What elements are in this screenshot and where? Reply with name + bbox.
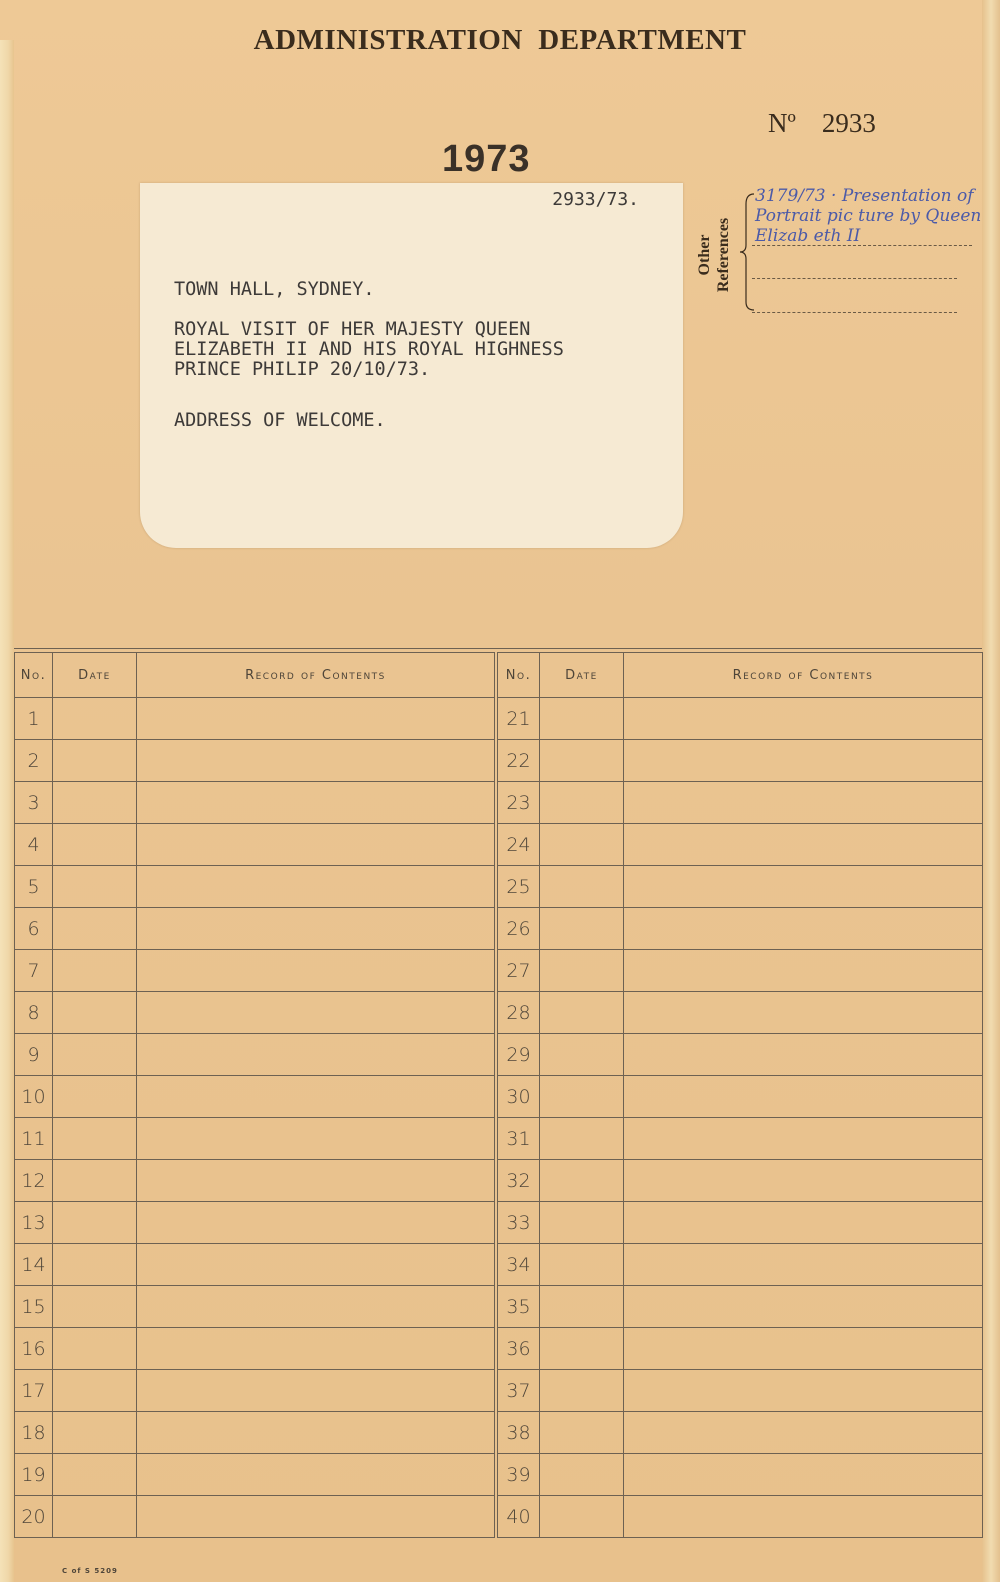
year-stamp: 1973 [442,138,531,180]
table-header-row [498,653,983,698]
record-cell[interactable] [624,1496,983,1538]
row-number: 1 [15,698,53,740]
row-number: 29 [498,1034,540,1076]
row-number: 36 [498,1328,540,1370]
table-row [498,782,983,824]
row-number: 33 [498,1202,540,1244]
date-cell[interactable] [540,992,624,1034]
record-cell[interactable] [624,1370,983,1412]
table-row [15,866,495,908]
date-cell[interactable] [540,740,624,782]
row-number: 26 [498,908,540,950]
record-cell[interactable] [137,950,495,992]
row-number: 21 [498,698,540,740]
record-cell[interactable] [137,824,495,866]
date-cell[interactable] [540,698,624,740]
date-cell[interactable] [53,1034,137,1076]
table-row [498,1244,983,1286]
table-row [15,1370,495,1412]
row-number: 28 [498,992,540,1034]
row-number: 8 [15,992,53,1034]
date-cell[interactable] [53,1496,137,1538]
table-row [498,698,983,740]
table-row [498,1202,983,1244]
handwritten-reference: 3179/73 · Presentation of Portrait pic ture by Queen Elizab eth II [755,186,982,246]
record-cell[interactable] [624,1412,983,1454]
record-cell[interactable] [624,866,983,908]
table-header-row [15,653,495,698]
table-row [498,950,983,992]
row-number: 30 [498,1076,540,1118]
row-number: 2 [15,740,53,782]
date-cell[interactable] [540,1328,624,1370]
reference-line-2 [752,278,957,279]
table-top-rule [14,648,982,649]
row-number: 18 [15,1412,53,1454]
date-cell[interactable] [53,866,137,908]
other-references-label: Other References [696,217,732,293]
date-cell[interactable] [53,740,137,782]
row-number: 7 [15,950,53,992]
record-cell[interactable] [137,782,495,824]
record-cell[interactable] [624,1118,983,1160]
date-cell[interactable] [540,866,624,908]
table-row [15,1202,495,1244]
table-row [15,698,495,740]
row-number: 13 [15,1202,53,1244]
table-row [498,1370,983,1412]
record-cell[interactable] [624,824,983,866]
record-cell[interactable] [137,908,495,950]
table-row [498,866,983,908]
table-row [15,1076,495,1118]
row-number: 35 [498,1286,540,1328]
other-references-block [695,205,745,305]
label-line-4: PRINCE PHILIP 20/10/73. [174,359,431,380]
row-number: 23 [498,782,540,824]
date-cell[interactable] [540,908,624,950]
record-cell[interactable] [624,740,983,782]
number-symbol: Nº [768,108,796,138]
table-row [15,992,495,1034]
date-cell[interactable] [53,782,137,824]
row-number: 39 [498,1454,540,1496]
header-record: Record of Contents [624,653,983,698]
date-cell[interactable] [540,1496,624,1538]
row-number: 15 [15,1286,53,1328]
record-cell[interactable] [624,992,983,1034]
date-cell[interactable] [53,1328,137,1370]
date-cell[interactable] [53,1454,137,1496]
record-cell[interactable] [624,782,983,824]
record-cell[interactable] [137,992,495,1034]
date-cell[interactable] [53,1118,137,1160]
record-cell[interactable] [137,1202,495,1244]
row-number: 17 [15,1370,53,1412]
date-cell[interactable] [53,1076,137,1118]
date-cell[interactable] [540,824,624,866]
left-edge-strip [0,40,14,1582]
label-line-1: TOWN HALL, SYDNEY. [174,279,375,300]
date-cell[interactable] [53,1244,137,1286]
date-cell[interactable] [540,1202,624,1244]
table-row [15,1328,495,1370]
row-number: 9 [15,1034,53,1076]
table-row [15,1160,495,1202]
record-cell[interactable] [624,1286,983,1328]
record-cell[interactable] [624,1244,983,1286]
date-cell[interactable] [53,1412,137,1454]
date-cell[interactable] [53,1202,137,1244]
date-cell[interactable] [540,1286,624,1328]
table-row [498,824,983,866]
row-number: 12 [15,1160,53,1202]
date-cell[interactable] [540,1118,624,1160]
file-number-block [768,108,876,139]
table-row [15,908,495,950]
date-cell[interactable] [540,950,624,992]
date-cell[interactable] [540,1454,624,1496]
table-row [498,908,983,950]
reference-line-3 [752,312,957,313]
record-cell[interactable] [137,1160,495,1202]
table-row [15,1454,495,1496]
date-cell[interactable] [53,1370,137,1412]
row-number: 22 [498,740,540,782]
records-table-right [497,652,983,1538]
record-cell[interactable] [137,866,495,908]
record-cell[interactable] [624,698,983,740]
header-date: Date [540,653,624,698]
table-row [498,1496,983,1538]
table-row [15,740,495,782]
form-code: C of S 5209 [62,1567,118,1575]
row-number: 24 [498,824,540,866]
date-cell[interactable] [540,1244,624,1286]
date-cell[interactable] [53,698,137,740]
row-number: 19 [15,1454,53,1496]
record-cell[interactable] [137,1118,495,1160]
record-cell[interactable] [137,1412,495,1454]
row-number: 20 [15,1496,53,1538]
row-number: 16 [15,1328,53,1370]
row-number: 10 [15,1076,53,1118]
row-number: 11 [15,1118,53,1160]
table-row [15,1496,495,1538]
subject-label-card [140,183,683,548]
table-row [15,782,495,824]
record-cell[interactable] [137,698,495,740]
record-cell[interactable] [624,1160,983,1202]
record-cell[interactable] [137,1328,495,1370]
records-table-left [14,652,495,1538]
table-row [498,1412,983,1454]
file-number: 2933 [821,108,876,138]
record-cell[interactable] [624,1202,983,1244]
label-reference: 2933/73. [552,189,639,210]
record-cell[interactable] [624,950,983,992]
record-cell[interactable] [137,740,495,782]
table-row [498,1118,983,1160]
table-row [498,1076,983,1118]
row-number: 4 [15,824,53,866]
table-row [498,1454,983,1496]
date-cell[interactable] [53,950,137,992]
record-cell[interactable] [624,1454,983,1496]
date-cell[interactable] [540,1160,624,1202]
date-cell[interactable] [540,782,624,824]
record-cell[interactable] [137,1286,495,1328]
record-cell[interactable] [624,1328,983,1370]
row-number: 34 [498,1244,540,1286]
table-row [15,1034,495,1076]
row-number: 38 [498,1412,540,1454]
row-number: 32 [498,1160,540,1202]
row-number: 25 [498,866,540,908]
record-cell[interactable] [137,1076,495,1118]
table-row [498,1286,983,1328]
table-row [15,1286,495,1328]
header-no: No. [15,653,53,698]
table-row [15,950,495,992]
table-row [15,824,495,866]
date-cell[interactable] [540,1412,624,1454]
date-cell[interactable] [53,992,137,1034]
record-cell[interactable] [137,1034,495,1076]
row-number: 14 [15,1244,53,1286]
table-row [15,1244,495,1286]
label-line-5: ADDRESS OF WELCOME. [174,410,386,431]
row-number: 37 [498,1370,540,1412]
record-cell[interactable] [624,1034,983,1076]
row-number: 5 [15,866,53,908]
record-cell[interactable] [137,1454,495,1496]
label-line-3: ELIZABETH II AND HIS ROYAL HIGHNESS [174,339,564,360]
date-cell[interactable] [53,908,137,950]
date-cell[interactable] [53,1286,137,1328]
header-no: No. [498,653,540,698]
date-cell[interactable] [540,1370,624,1412]
record-cell[interactable] [137,1370,495,1412]
table-row [15,1412,495,1454]
table-row [498,740,983,782]
table-row [15,1118,495,1160]
row-number: 3 [15,782,53,824]
header-record: Record of Contents [137,653,495,698]
record-cell[interactable] [137,1244,495,1286]
table-row [498,1160,983,1202]
date-cell[interactable] [53,1160,137,1202]
table-row [498,1328,983,1370]
row-number: 31 [498,1118,540,1160]
table-row [498,992,983,1034]
record-cell[interactable] [137,1496,495,1538]
table-row [498,1034,983,1076]
record-cell[interactable] [624,908,983,950]
record-cell[interactable] [624,1076,983,1118]
date-cell[interactable] [53,824,137,866]
row-number: 27 [498,950,540,992]
label-line-2: ROYAL VISIT OF HER MAJESTY QUEEN [174,319,531,340]
date-cell[interactable] [540,1034,624,1076]
header-date: Date [53,653,137,698]
department-title: ADMINISTRATION DEPARTMENT [253,24,747,56]
row-number: 6 [15,908,53,950]
row-number: 40 [498,1496,540,1538]
date-cell[interactable] [540,1076,624,1118]
